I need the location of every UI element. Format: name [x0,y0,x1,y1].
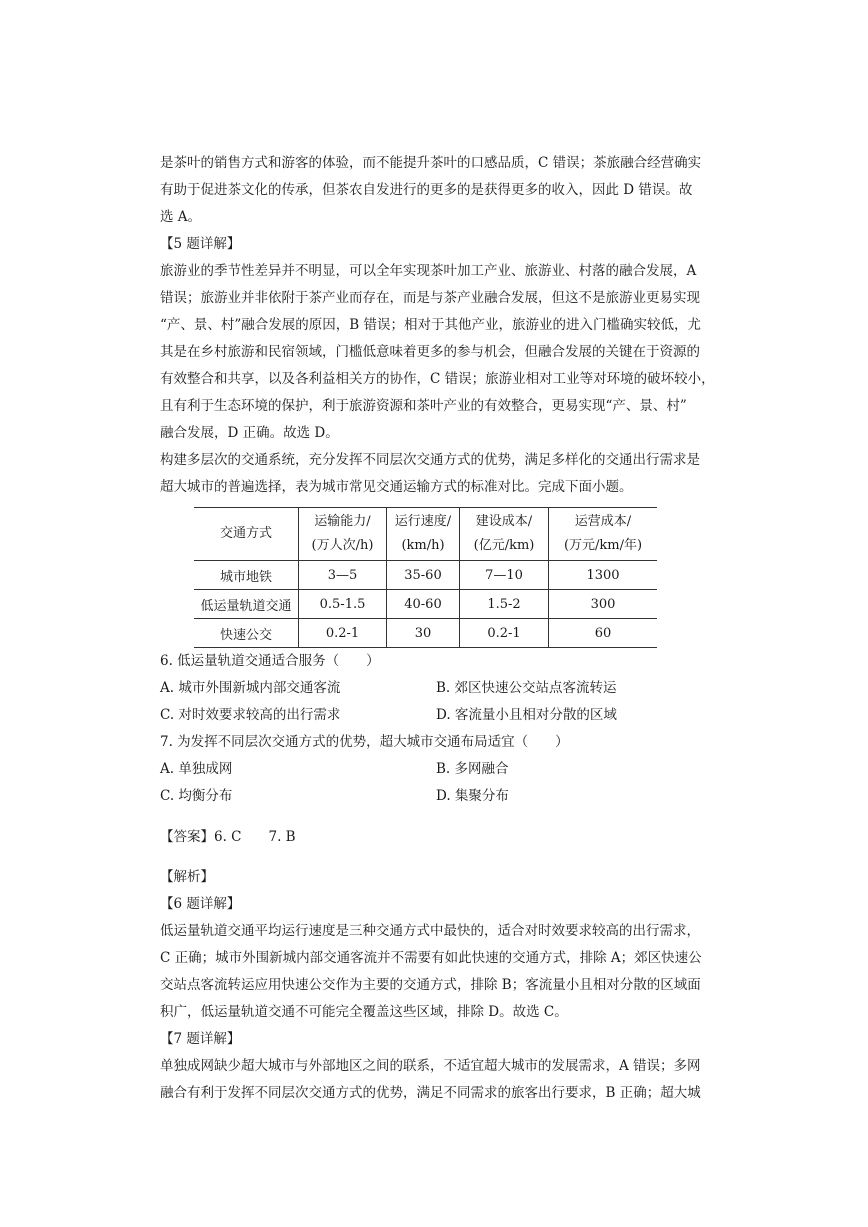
text-line: 旅游业的季节性差异并不明显，可以全年实现茶叶加工产业、旅游业、村落的融合发展，A [160,263,697,279]
q6-header: 【6 题详解】 [160,896,241,912]
text-line: 单独成网缺少超大城市与外部地区之间的联系，不适宜超大城市的发展需求，A 错误；多网 [160,1058,701,1074]
text-line: C 正确；城市外围新城内部交通客流并不需要有如此快速的交通方式，排除 A；郊区快速公 [160,950,702,966]
q7-options-row [160,756,712,783]
table-header-row [194,508,657,561]
text-line: 有助于促进茶文化的传承，但茶农自发进行的更多的是获得更多的收入，因此 D 错误。故 [160,182,693,198]
q6-option-d: D. 客流量小且相对分散的区域 [436,707,617,723]
table-cell: 60 [549,619,658,648]
q6-options-row [160,675,712,702]
text-line: 其是在乡村旅游和民宿领域，门槛低意味着更多的参与机会，但融合发展的关键在于资源的 [160,344,700,360]
text-line: 积广，低运量轨道交通不可能完全覆盖这些区域，排除 D。故选 C。 [160,1004,568,1020]
table-header-cell: 运营成本/ (万元/km/年) [549,508,658,561]
table-header-cell: 交通方式 [194,508,299,561]
q6-option-b: B. 郊区快速公交站点客流转运 [436,680,617,696]
table-cell: 35-60 [387,561,460,590]
q5-explanation [160,258,715,447]
intro-paragraph [160,150,712,231]
text-line: 错误；旅游业并非依附于茶产业而存在，而是与茶产业融合发展，但这不是旅游业更易实现 [160,290,700,306]
table-cell: 0.2-1 [299,619,387,648]
q6-option-c: C. 对时效要求较高的出行需求 [160,707,341,723]
material-paragraph [160,447,712,501]
text-line: 有效整合和共享，以及各利益相关方的协作，C 错误；旅游业相对工业等对环境的破坏较小， [160,371,715,387]
q7-options-row [160,783,712,810]
table-row [194,561,657,590]
q7-explanation [160,1053,712,1107]
table-row [194,619,657,648]
text-line: 选 A。 [160,209,202,225]
q7-option-b: B. 多网融合 [436,761,509,777]
text-line: 交站点客流转运应用快速公交作为主要的交通方式，排除 B；客流量小且相对分散的区域面 [160,977,701,993]
q6-options-row [160,702,712,729]
table-cell: 1300 [549,561,658,590]
table-header-cell: 建设成本/ (亿元/km) [460,508,549,561]
q6-explanation [160,918,712,1026]
text-line: 是茶叶的销售方式和游客的体验，而不能提升茶叶的口感品质，C 错误；茶旅融合经营确实 [160,155,702,171]
q6-option-a: A. 城市外围新城内部交通客流 [160,680,341,696]
table-cell: 城市地铁 [194,561,299,590]
analysis-header: 【解析】 [160,869,214,885]
text-line: 融合发展，D 正确。故选 D。 [160,425,339,441]
table-cell: 1.5-2 [460,590,549,619]
document-page [160,150,715,1107]
table-cell: 300 [549,590,658,619]
table-header-cell: 运输能力/ (万人次/h) [299,508,387,561]
text-line: 且有利于生态环境的保护，利于旅游资源和茶叶产业的有效整合，更易实现“产、景、村” [160,398,687,414]
table-cell: 30 [387,619,460,648]
text-line: 低运量轨道交通平均运行速度是三种交通方式中最快的，适合对时效要求较高的出行需求， [160,923,700,939]
table-cell: 0.5-1.5 [299,590,387,619]
table-header-cell: 运行速度/ (km/h) [387,508,460,561]
text-line: 融合有利于发挥不同层次交通方式的优势，满足不同需求的旅客出行要求，B 正确；超大城 [160,1085,701,1101]
answer-line: 【答案】6. C 7. B [160,828,296,845]
text-line: “产、景、村”融合发展的原因，B 错误；相对于其他产业，旅游业的进入门槛确实较低，尤 [160,317,702,333]
q5-header: 【5 题详解】 [160,236,241,252]
q7-option-c: C. 均衡分布 [160,788,233,804]
q7-option-a: A. 单独成网 [160,761,233,777]
q7-header: 【7 题详解】 [160,1031,241,1047]
table-cell: 快速公交 [194,619,299,648]
transport-comparison-table [194,507,657,648]
table-cell: 0.2-1 [460,619,549,648]
q7-option-d: D. 集聚分布 [436,788,509,804]
q6-stem: 6. 低运量轨道交通适合服务（ ） [160,653,380,669]
table-cell: 40-60 [387,590,460,619]
table-row [194,590,657,619]
text-line: 构建多层次的交通系统，充分发挥不同层次交通方式的优势，满足多样化的交通出行需求是 [160,452,700,468]
q7-stem: 7. 为发挥不同层次交通方式的优势，超大城市交通布局适宜（ ） [160,734,569,750]
table-cell: 低运量轨道交通 [194,590,299,619]
table-cell: 3—5 [299,561,387,590]
table-cell: 7—10 [460,561,549,590]
text-line: 超大城市的普遍选择，表为城市常见交通运输方式的标准对比。完成下面小题。 [160,479,633,495]
